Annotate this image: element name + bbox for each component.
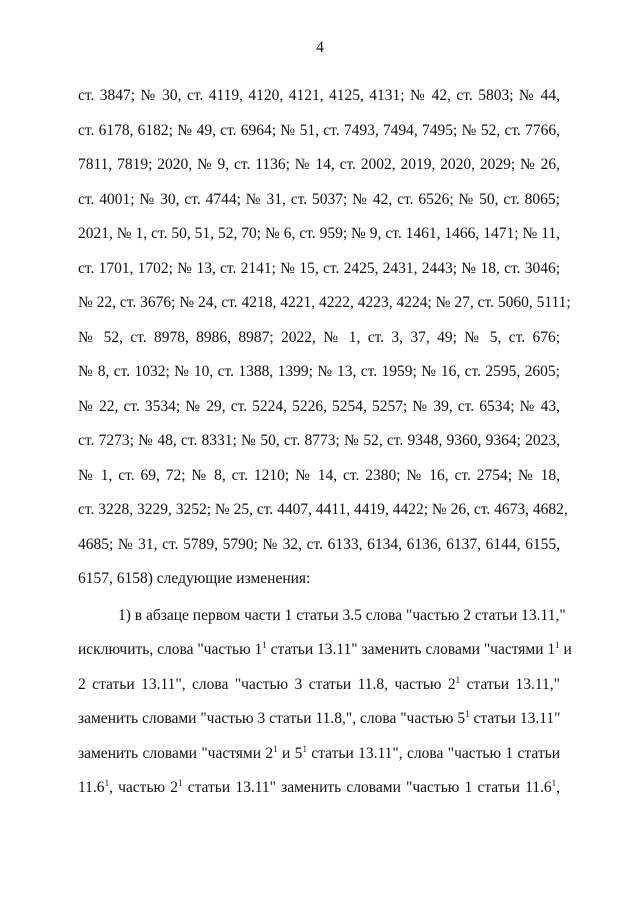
item-1-line: заменить словами "частями $2^1$ и $5^1$ статьи 13.11", слова "частью 1 статьи [78, 743, 560, 762]
text-line: ст. 3847; № 30, ст. 4119, 4120, 4121, 4125, 4131; № 42, ст. 5803; № 44, [78, 87, 560, 104]
text-line: 4685; № 31, ст. 5789, 5790; № 32, ст. 6133, 6134, 6136, 6137, 6144, 6155, [78, 535, 560, 553]
item-1-line: 11.6$^1$, частью $2^1$ статьи 13.11" заменить словами "частью 1 статьи 11.6$^1$, [78, 778, 560, 796]
superscript-1: 1 [104, 778, 110, 788]
text-line: ст. 7273; № 48, ст. 8331; № 50, ст. 8773; № 52, ст. 9348, 9360, 9364; 2023, [78, 432, 560, 449]
text-line: ст. 3228, 3229, 3252; № 25, ст. 4407, 4411, 4419, 4422; № 26, ст. 4673, 4682, [78, 501, 568, 518]
superscript-1: 1 [178, 778, 183, 788]
superscript-1: 1 [551, 778, 557, 788]
superscript-1: 1 [455, 674, 461, 685]
text-line: № 22, ст. 3534; № 29, ст. 5224, 5226, 5254, 5257; № 39, ст. 6534; № 43, [78, 397, 560, 415]
text-line: № 8, ст. 1032; № 10, ст. 1388, 1399; № 13, ст. 1959; № 16, ст. 2595, 2605; [78, 363, 560, 380]
text-line: ст. 1701, 1702; № 13, ст. 2141; № 15, ст. 2425, 2431, 2443; № 18, ст. 3046; [78, 259, 560, 277]
text-line: 6157, 6158) следующие изменения: [78, 570, 311, 587]
superscript-1: 1 [302, 743, 307, 754]
superscript-1: 1 [555, 640, 560, 650]
text-line: 2021, № 1, ст. 50, 51, 52, 70; № 6, ст. 959; № 9, ст. 1461, 1466, 1471; № 11, [78, 225, 560, 242]
superscript-1: 1 [262, 640, 267, 650]
superscript-1: 1 [273, 743, 278, 754]
document-body [78, 85, 572, 812]
text-line: ст. 6178, 6182; № 49, ст. 6964; № 51, ст. 7493, 7494, 7495; № 52, ст. 7766, [78, 121, 560, 139]
text-line: № 1, ст. 69, 72; № 8, ст. 1210; № 14, ст. 2380; № 16, ст. 2754; № 18, [78, 466, 560, 484]
item-1-line: заменить словами "частью 3 статьи 11.8,", слова "частью $5^1$ статьи 13.11" [78, 709, 561, 727]
text-line: 7811, 7819; 2020, № 9, ст. 1136; № 14, ст. 2002, 2019, 2020, 2029; № 26, [78, 156, 560, 173]
item-1-line: 2 статьи 13.11", слова "частью 3 статьи 11.8, частью $2^1$ статьи 13.11," [78, 674, 561, 693]
item-1-line: исключить, слова "частью $1^1$ статьи 13.11" заменить словами "частями $1^1$ и [78, 640, 572, 658]
superscript-1: 1 [465, 709, 470, 719]
item-1-line: 1) в абзаце первом части 1 статьи 3.5 слова "частью 2 статьи 13.11," [118, 606, 566, 624]
text-line: № 52, ст. 8978, 8986, 8987; 2022, № 1, ст. 3, 37, 49; № 5, ст. 676; [78, 328, 560, 346]
text-line: ст. 4001; № 30, ст. 4744; № 31, ст. 5037; № 42, ст. 6526; № 50, ст. 8065; [78, 190, 560, 208]
text-line: № 22, ст. 3676; № 24, ст. 4218, 4221, 4222, 4223, 4224; № 27, ст. 5060, 5111; [78, 294, 571, 311]
page-number: 4 [316, 39, 324, 56]
